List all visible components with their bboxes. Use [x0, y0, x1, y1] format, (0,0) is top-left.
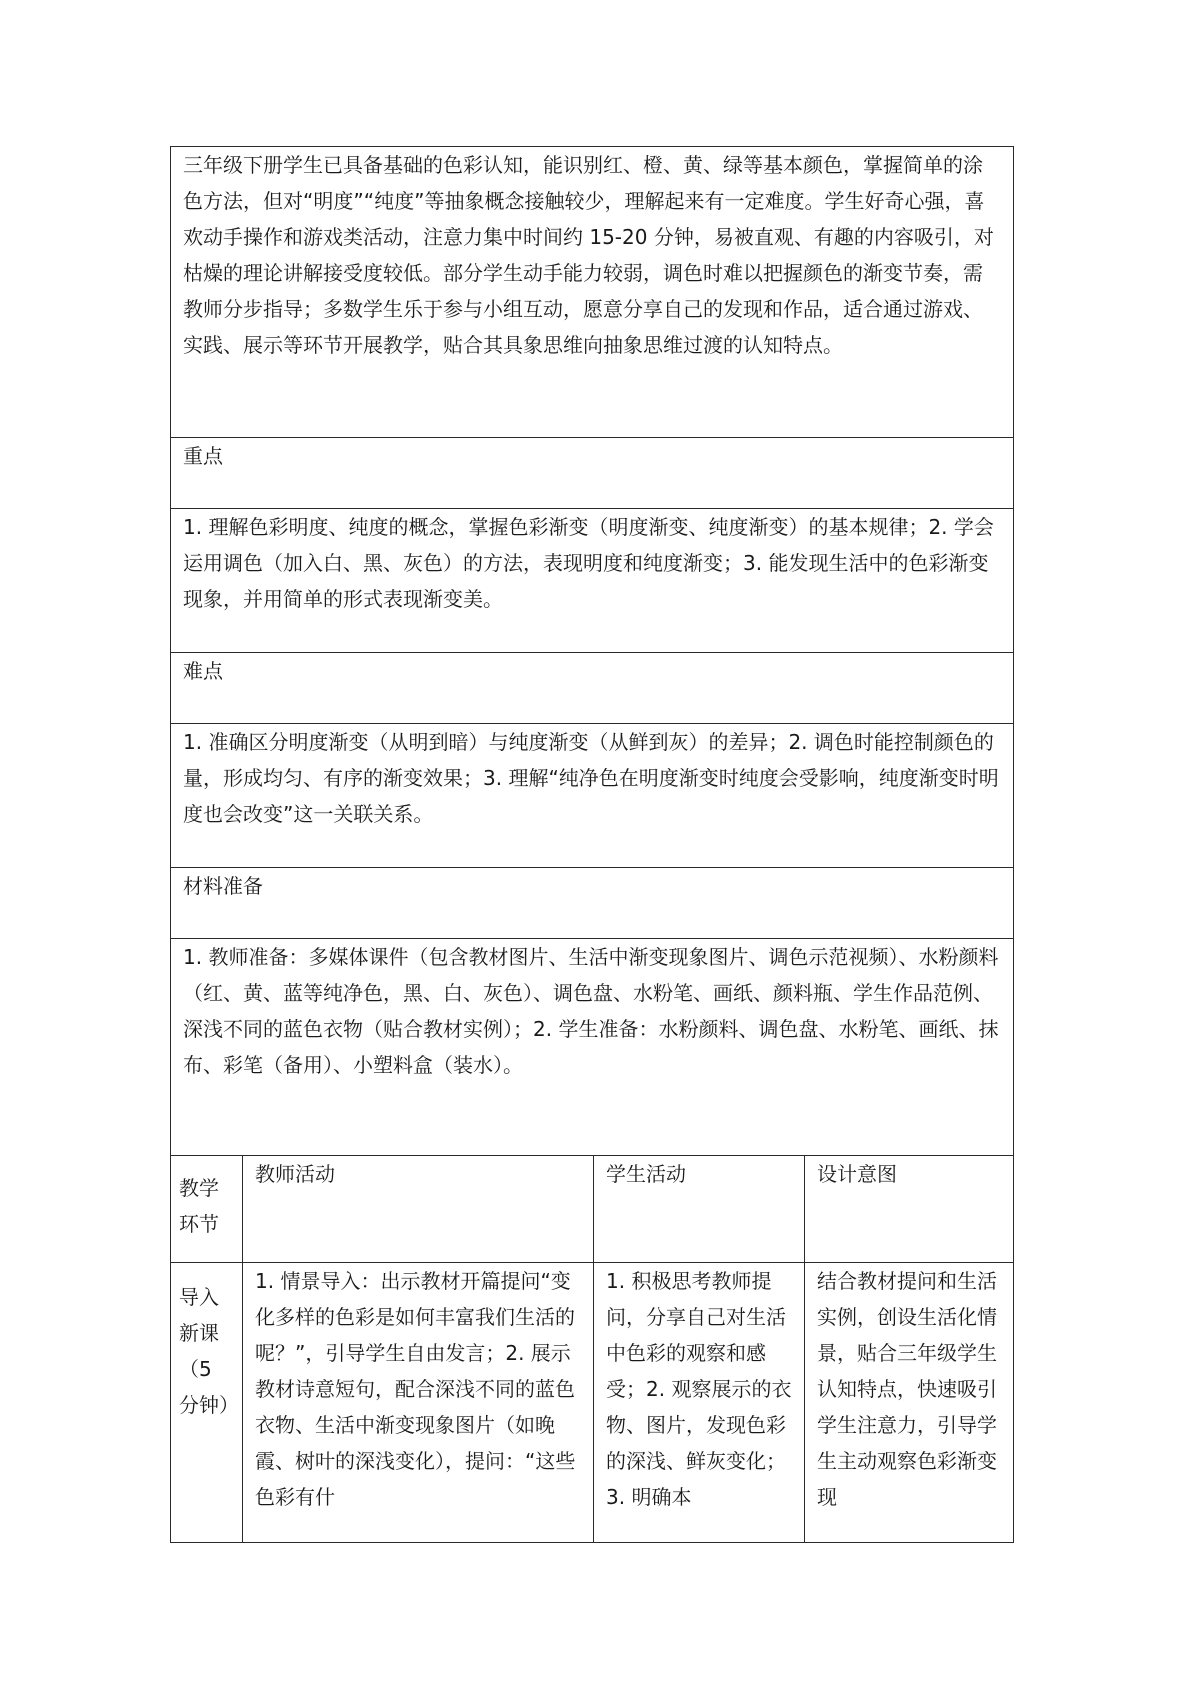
- difficulties-label-row: [171, 653, 1014, 724]
- key-points-text: 1. 理解色彩明度、纯度的概念，掌握色彩渐变（明度渐变、纯度渐变）的基本规律；2. 学会运用调色（加入白、黑、灰色）的方法，表现明度和纯度渐变；3. 能发现生活中的色彩渐变现象，并用简单的形式表现渐变美。: [171, 509, 1014, 653]
- header-teacher-activity: 教师活动: [243, 1156, 594, 1263]
- lesson-plan-table: [170, 146, 1014, 1543]
- student-analysis-text: 三年级下册学生已具备基础的色彩认知，能识别红、橙、黄、绿等基本颜色，掌握简单的涂色方法，但对“明度”“纯度”等抽象概念接触较少，理解起来有一定难度。学生好奇心强，喜欢动手操作和游戏类活动，注意力集中时间约 15-20 分钟，易被直观、有趣的内容吸引，对枯燥的理论讲解接受度较低。部分学生动手能力较弱，调色时难以把握颜色的渐变节奏，需教师分步指导；多数学生乐于参与小组互动，愿意分享自己的发现和作品，适合通过游戏、实践、展示等环节开展教学，贴合其具象思维向抽象思维过渡的认知特点。: [171, 147, 1014, 438]
- difficulties-label: 难点: [171, 653, 1014, 724]
- materials-label-row: [171, 868, 1014, 939]
- key-points-label-row: [171, 438, 1014, 509]
- intro-stage: 导入新课（5 分钟）: [171, 1263, 243, 1543]
- materials-text: 1. 教师准备：多媒体课件（包含教材图片、生活中渐变现象图片、调色示范视频）、水粉颜料（红、黄、蓝等纯净色，黑、白、灰色）、调色盘、水粉笔、画纸、颜料瓶、学生作品范例、深浅不同的蓝色衣物（贴合教材实例）；2. 学生准备：水粉颜料、调色盘、水粉笔、画纸、抹布、彩笔（备用）、小塑料盒（装水）。: [171, 939, 1014, 1156]
- intro-student-activity: 1. 积极思考教师提问，分享自己对生活中色彩的观察和感受；2. 观察展示的衣物、图片，发现色彩的深浅、鲜灰变化；3. 明确本: [594, 1263, 805, 1543]
- lesson-plan-page: [170, 146, 1013, 1543]
- intro-row: [171, 1263, 1014, 1543]
- materials-label: 材料准备: [171, 868, 1014, 939]
- difficulties-row: [171, 724, 1014, 868]
- student-analysis-row: [171, 147, 1014, 438]
- difficulties-text: 1. 准确区分明度渐变（从明到暗）与纯度渐变（从鲜到灰）的差异；2. 调色时能控制颜色的量，形成均匀、有序的渐变效果；3. 理解“纯净色在明度渐变时纯度会受影响，纯度渐变时明度也会改变”这一关联关系。: [171, 724, 1014, 868]
- header-student-activity: 学生活动: [594, 1156, 805, 1263]
- header-design-intent: 设计意图: [805, 1156, 1014, 1263]
- header-stage: 教学环节: [171, 1156, 243, 1263]
- key-points-label: 重点: [171, 438, 1014, 509]
- key-points-row: [171, 509, 1014, 653]
- process-header-row: [171, 1156, 1014, 1263]
- materials-row: [171, 939, 1014, 1156]
- intro-design-intent: 结合教材提问和生活实例，创设生活化情景，贴合三年级学生认知特点，快速吸引学生注意力，引导学生主动观察色彩渐变现: [805, 1263, 1014, 1543]
- intro-teacher-activity: 1. 情景导入：出示教材开篇提问“变化多样的色彩是如何丰富我们生活的呢？”，引导学生自由发言；2. 展示教材诗意短句，配合深浅不同的蓝色衣物、生活中渐变现象图片（如晚霞、树叶的深浅变化），提问：“这些色彩有什: [243, 1263, 594, 1543]
